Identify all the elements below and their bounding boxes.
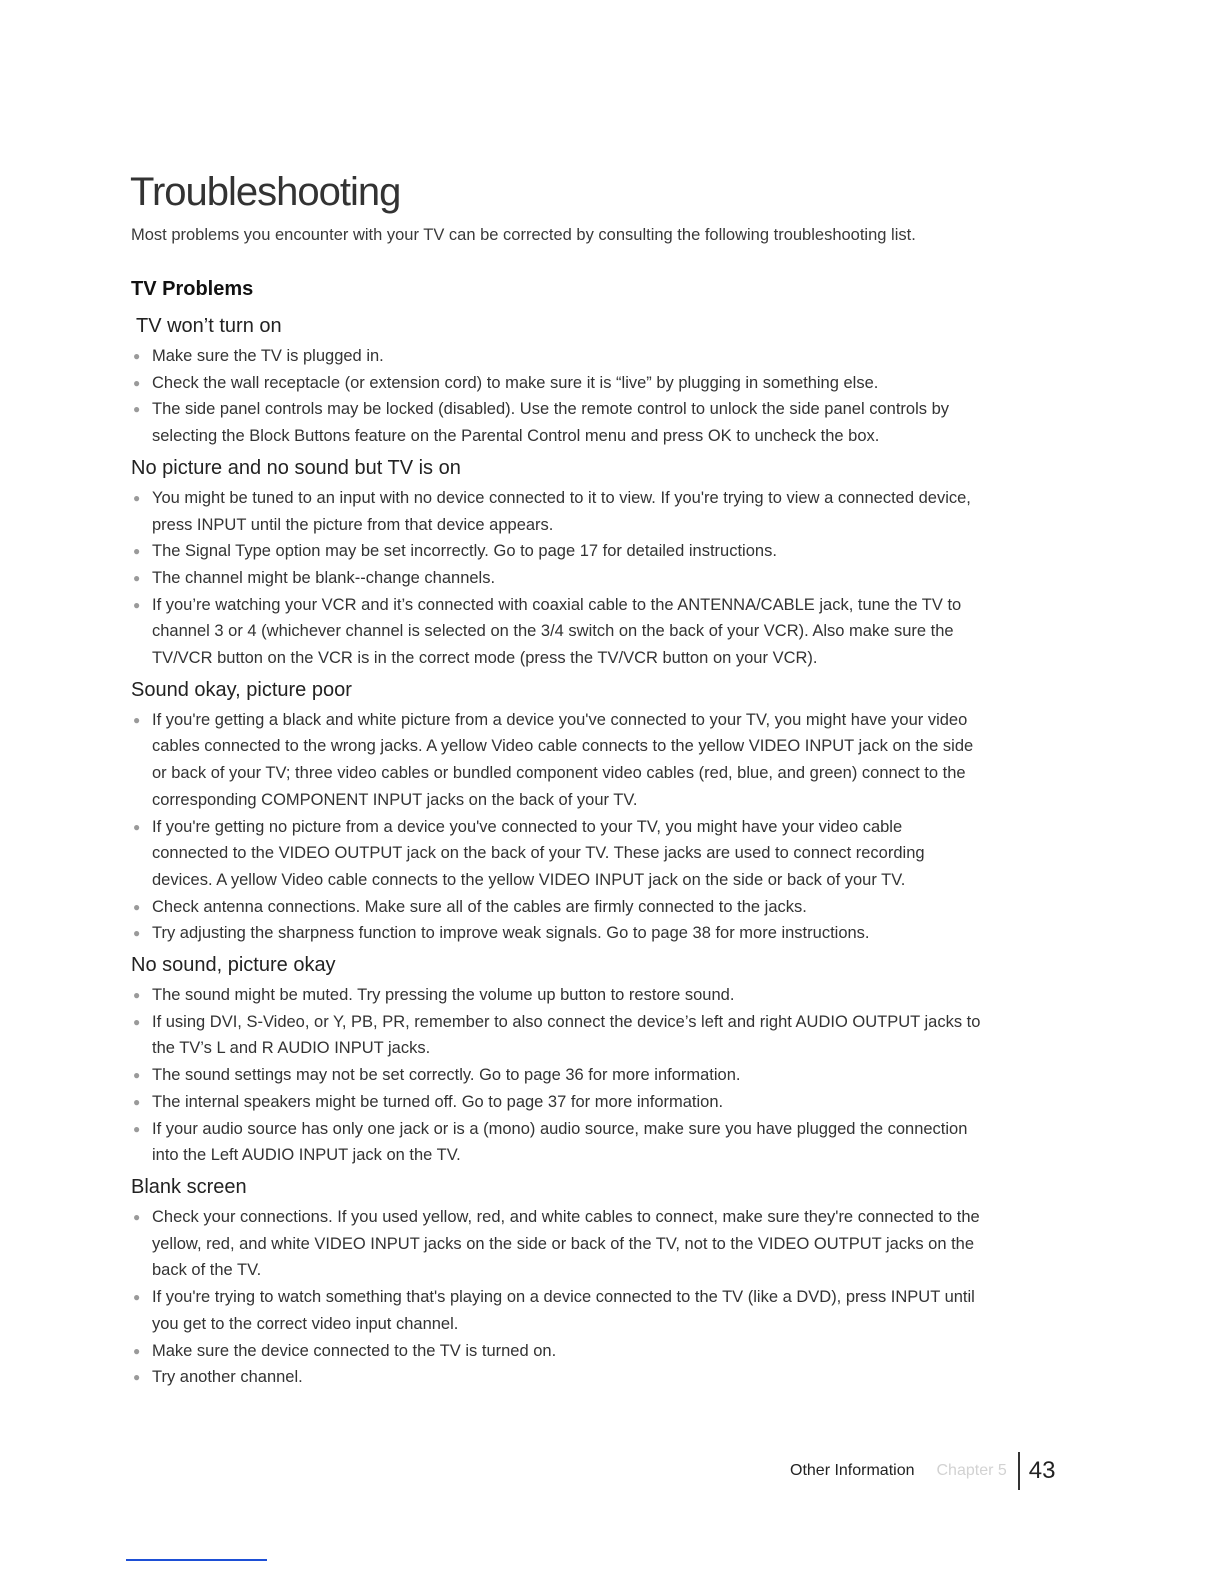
problem-list xyxy=(131,982,981,1169)
list-item-text: If using DVI, S-Video, or Y, PB, PR, remember to also connect the device’s left and right AUDIO OUTPUT jacks to the TV’s L and R AUDIO INPUT jacks. xyxy=(152,1012,981,1058)
bullet-icon: ● xyxy=(133,899,141,914)
problem-list xyxy=(131,343,981,450)
list-item-text: Make sure the TV is plugged in. xyxy=(152,347,384,365)
list-item-text: If your audio source has only one jack or is a (mono) audio source, make sure you have plugged the connection into the Left AUDIO INPUT jack on the TV. xyxy=(152,1119,968,1165)
page-number: 43 xyxy=(1028,1457,1056,1484)
list-item-text: Check the wall receptacle (or extension cord) to make sure it is “live” by plugging in something else. xyxy=(152,373,879,392)
list-item xyxy=(131,1284,981,1337)
list-item xyxy=(131,814,981,894)
bullet-icon: ● xyxy=(133,1209,141,1224)
list-item-text: The internal speakers might be turned off. Go to page 37 for more information. xyxy=(152,1092,724,1111)
bullet-icon: ● xyxy=(133,988,141,1003)
bullet-icon: ● xyxy=(133,1014,141,1029)
bullet-icon: ● xyxy=(133,1370,141,1385)
list-item xyxy=(131,370,981,397)
problem-heading: TV won’t turn on xyxy=(136,315,282,337)
list-item-text: The channel might be blank--change channels. xyxy=(152,568,496,587)
list-item xyxy=(131,920,981,947)
list-item-text: If you're getting a black and white picture from a device you've connected to your TV, you might have your video cables connected to the wrong jacks. A yellow Video cable connects to the yellow VIDEO INPUT jack on the side or back of your TV; three video cables or bundled component video cables (red, blue, and green) connect to the corresponding COMPONENT INPUT jacks on the back of your TV. xyxy=(152,710,974,809)
list-item xyxy=(131,894,981,921)
list-item-text: If you're getting no picture from a device you've connected to your TV, you might have your video cable connected to the VIDEO OUTPUT jack on the back of your TV. These jacks are used to connect recording devices. A yellow Video cable connects to the yellow VIDEO INPUT jack on the side or back of your TV. xyxy=(152,817,925,889)
list-item xyxy=(131,592,981,672)
list-item xyxy=(131,1364,981,1391)
intro-paragraph: Most problems you encounter with your TV can be corrected by consulting the following troubleshooting list. xyxy=(131,226,916,244)
bullet-icon: ● xyxy=(133,402,141,417)
problem-heading: No picture and no sound but TV is on xyxy=(131,456,461,479)
list-item xyxy=(131,982,981,1009)
problem-list xyxy=(131,485,981,672)
list-item xyxy=(131,1204,981,1284)
bullet-icon: ● xyxy=(133,597,141,612)
troubleshooting-content xyxy=(131,278,981,1394)
problem-heading: Sound okay, picture poor xyxy=(131,678,352,701)
problem-list xyxy=(131,707,981,947)
list-item-text: If you’re watching your VCR and it’s connected with coaxial cable to the ANTENNA/CABLE jack, tune the TV to channel 3 or 4 (whichever channel is selected on the 3/4 switch on the back of your VCR). Also make sure the TV/VCR button on the VCR is in the correct mode (press the TV/VCR button on your VCR). xyxy=(152,595,962,668)
list-item xyxy=(131,1009,981,1062)
list-item-text: The sound settings may not be set correctly. Go to page 36 for more information. xyxy=(152,1066,741,1085)
problem-heading: No sound, picture okay xyxy=(131,954,336,977)
list-item xyxy=(131,485,981,538)
bullet-icon: ● xyxy=(133,819,141,834)
bullet-icon: ● xyxy=(133,570,141,585)
list-item-text: If you're trying to watch something that's playing on a device connected to the TV (like a DVD), press INPUT until you get to the correct video input channel. xyxy=(152,1288,975,1333)
bullet-icon: ● xyxy=(133,712,141,727)
list-item xyxy=(131,1089,981,1116)
section-heading-tv-problems: TV Problems xyxy=(131,278,254,300)
page-footer xyxy=(790,1452,1055,1490)
list-item xyxy=(131,1338,981,1365)
bullet-icon: ● xyxy=(133,1068,141,1083)
list-item-text: You might be tuned to an input with no device connected to it to view. If you're trying to view a connected device, press INPUT until the picture from that device appears. xyxy=(152,488,971,534)
list-item xyxy=(131,1062,981,1089)
bullet-icon: ● xyxy=(133,1094,141,1109)
problem-list xyxy=(131,1204,981,1391)
list-item-text: The side panel controls may be locked (disabled). Use the remote control to unlock the side panel controls by selecting the Block Buttons feature on the Parental Control menu and press OK to uncheck the box. xyxy=(152,400,950,446)
bullet-icon: ● xyxy=(133,1343,141,1358)
bullet-icon: ● xyxy=(133,1290,141,1305)
page-title: Troubleshooting xyxy=(130,170,401,214)
footer-divider xyxy=(1018,1452,1020,1490)
footer-section-label: Other Information xyxy=(790,1462,915,1479)
list-item-text: Make sure the device connected to the TV is turned on. xyxy=(152,1341,557,1360)
bullet-icon: ● xyxy=(133,349,141,363)
bullet-icon: ● xyxy=(133,544,141,559)
bullet-icon: ● xyxy=(133,375,141,390)
list-item-text: Try another channel. xyxy=(152,1368,303,1387)
list-item-text: Check your connections. If you used yellow, red, and white cables to connect, make sure they're connected to the yellow, red, and white VIDEO INPUT jacks on the side or back of the TV, not to the VIDEO OUTPUT jacks on the back of the TV. xyxy=(152,1207,980,1280)
list-item-text: Try adjusting the sharpness function to improve weak signals. Go to page 38 for more instructions. xyxy=(152,924,870,943)
list-item xyxy=(131,343,981,370)
bullet-icon: ● xyxy=(133,926,141,941)
list-item-text: The Signal Type option may be set incorrectly. Go to page 17 for detailed instructions. xyxy=(152,542,777,561)
footer-chapter-label: Chapter 5 xyxy=(936,1462,1007,1479)
bottom-rule xyxy=(126,1559,267,1561)
list-item xyxy=(131,707,981,814)
list-item-text: The sound might be muted. Try pressing the volume up button to restore sound. xyxy=(152,986,735,1005)
bullet-icon: ● xyxy=(133,490,141,505)
list-item xyxy=(131,396,981,449)
problem-heading: Blank screen xyxy=(131,1175,247,1198)
list-item xyxy=(131,1116,981,1169)
list-item-text: Check antenna connections. Make sure all of the cables are firmly connected to the jacks. xyxy=(152,897,807,916)
list-item xyxy=(131,538,981,565)
bullet-icon: ● xyxy=(133,1121,141,1136)
list-item xyxy=(131,565,981,592)
